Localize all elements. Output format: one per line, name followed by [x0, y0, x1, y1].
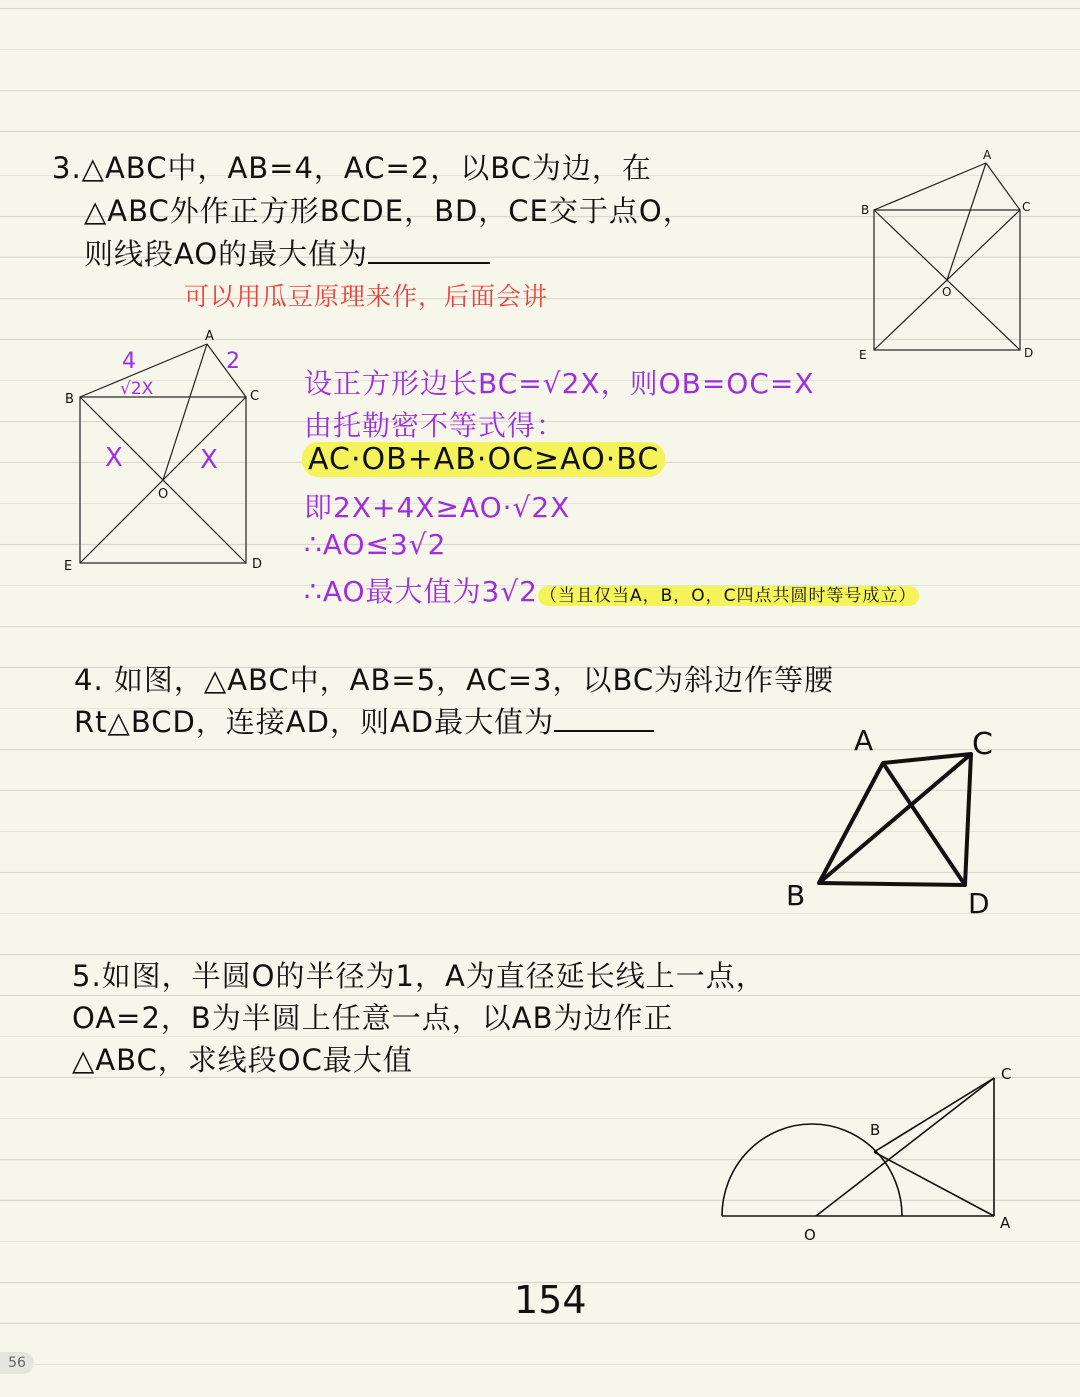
equality-condition-note	[538, 586, 919, 606]
p3-figure-left	[60, 330, 275, 575]
label-D: D	[252, 557, 263, 572]
p5-line2: OA=2，B为半圆上任意一点，以AB为边作正	[72, 1001, 674, 1035]
ptolemy-highlight: AC·OB+AB·OC≥AO·BC	[302, 442, 665, 477]
p5-line3: △ABC，求线段OC最大值	[72, 1043, 413, 1077]
p4-figure	[780, 722, 1010, 922]
solution-step2: 由托勒密不等式得：	[304, 409, 566, 442]
page-number: 154	[514, 1278, 587, 1322]
p3-line3	[84, 232, 490, 273]
p3-line2: △ABC外作正方形BCDE，BD，CE交于点O，	[84, 194, 693, 228]
label-A: A	[1000, 1214, 1011, 1232]
solution-step1: 设正方形边长BC=√2X，则OB=OC=X	[304, 367, 815, 400]
p3-line1: 3.△ABC中，AB=4，AC=2，以BC为边，在	[52, 151, 652, 185]
label-B: B	[65, 392, 74, 407]
label-D: D	[968, 887, 990, 920]
solution-step5: ∴AO≤3√2	[304, 528, 447, 561]
label-O: O	[804, 1226, 816, 1244]
page-badge: 56	[0, 1352, 34, 1374]
label-C: C	[1022, 200, 1031, 214]
solution-step4: 即2X+4X≥AO·√2X	[304, 491, 571, 524]
label-B: B	[786, 879, 806, 912]
length-ab: 4	[122, 349, 136, 374]
length-bc: √2X	[120, 379, 154, 399]
label-A: A	[854, 724, 874, 757]
label-B: B	[861, 203, 870, 217]
answer-blank	[554, 730, 654, 732]
label-O: O	[942, 285, 952, 299]
length-ac: 2	[226, 349, 240, 374]
solution-step6	[304, 570, 919, 610]
label-O: O	[158, 487, 169, 502]
ptolemy-inequality	[302, 442, 665, 477]
length-oc: X	[200, 445, 218, 475]
label-C: C	[972, 727, 993, 762]
label-B: B	[870, 1121, 881, 1139]
p5-figure	[712, 1060, 1022, 1250]
solution-step6-text: ∴AO最大值为3√2	[304, 575, 538, 608]
p3-figure-right	[855, 148, 1045, 363]
length-ob: X	[105, 443, 123, 473]
answer-blank	[368, 262, 490, 264]
equality-condition-text: （当且仅当A，B，O，C四点共圆时等号成立）	[540, 586, 917, 606]
p4-line2-text: Rt△BCD，连接AD，则AD最大值为	[74, 705, 555, 739]
label-A: A	[983, 148, 992, 162]
label-C: C	[1001, 1065, 1012, 1083]
p4-line2	[74, 700, 654, 741]
label-E: E	[859, 348, 867, 362]
p4-line1: 4. 如图，△ABC中，AB=5，AC=3，以BC为斜边作等腰	[74, 663, 835, 697]
label-D: D	[1024, 346, 1034, 360]
label-C: C	[250, 389, 260, 404]
red-note: 可以用瓜豆原理来作，后面会讲	[184, 282, 549, 311]
label-A: A	[205, 329, 214, 344]
label-E: E	[64, 559, 73, 574]
p5-line1: 5.如图，半圆O的半径为1，A为直径延长线上一点，	[72, 959, 766, 993]
p3-line3-text: 则线段AO的最大值为	[84, 237, 369, 271]
